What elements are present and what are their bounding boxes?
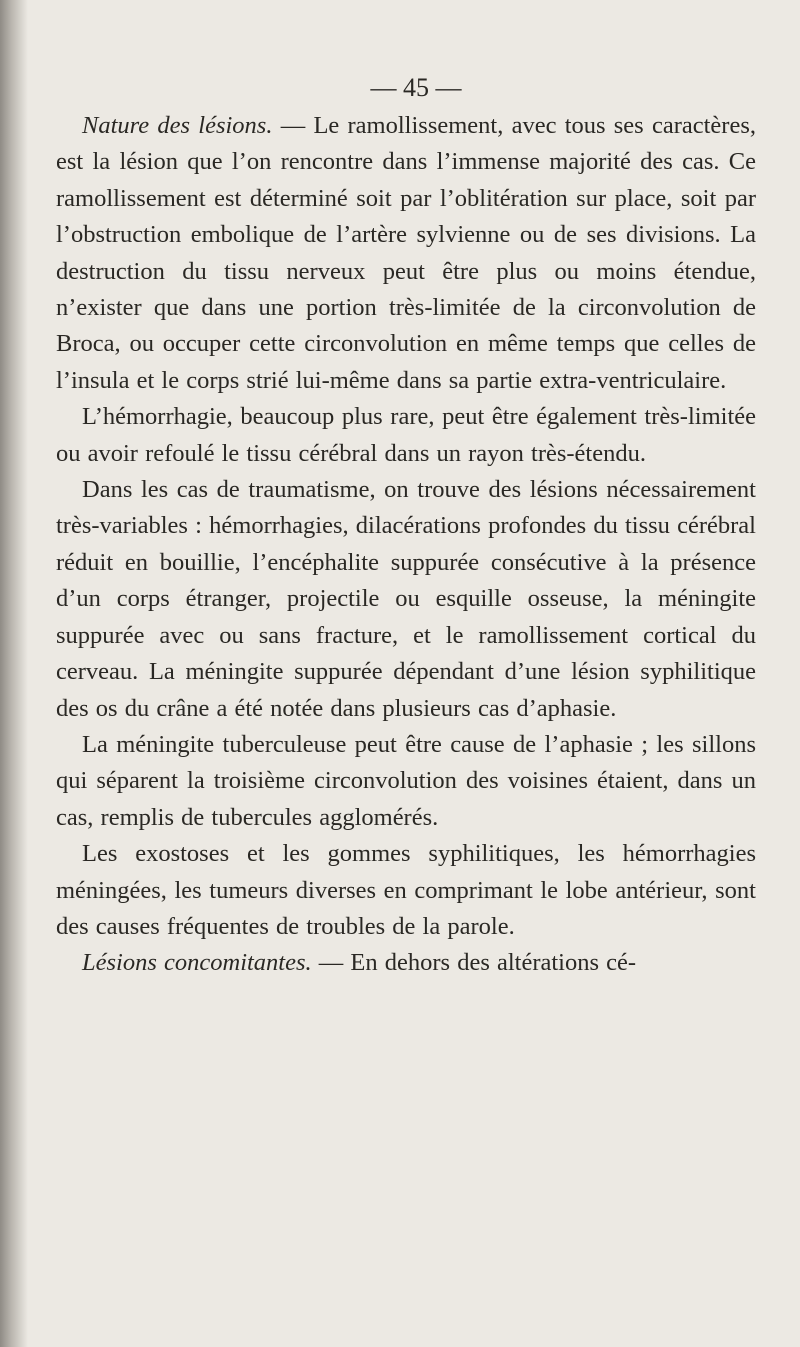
paragraph-exostoses	[56, 836, 756, 945]
paragraph-text: La méningite tuberculeuse peut être cause de l’aphasie ; les sillons qui séparent la troisième circonvolution des voisines étaient, dans un cas, remplis de tubercules agglomérés.	[56, 730, 756, 831]
page-number: — 45 —	[370, 73, 462, 102]
paragraph-text: Les exostoses et les gommes syphilitiques, les hémorrhagies méningées, les tumeurs diverses en comprimant le lobe antérieur, sont des causes fréquentes de troubles de la parole.	[56, 840, 756, 940]
paragraph-traumatisme	[56, 472, 756, 727]
section-heading-lesions-concomitantes: Lésions concomitantes.	[82, 949, 312, 977]
paragraph-hemorrhagie	[56, 399, 756, 472]
paragraph-lesions-concomitantes	[56, 945, 756, 981]
page-edge-shadow	[0, 0, 28, 1347]
paragraph-meningite-tuberculeuse	[56, 727, 756, 836]
paragraph-text: — Le ramollissement, avec tous ses caractères, est la lésion que l’on rencontre dans l’immense majorité des cas. Ce ramollissement est déterminé soit par l’oblitération sur place, soit par l’obstruction embolique de l’artère sylvienne ou de ses divisions. La destruction du tissu nerveux peut être plus ou moins étendue, n’exister que dans une portion très-limitée de la circonvolution de Broca, ou occuper cette circonvolution en même temps que celles de l’insula et le corps strié lui-même dans sa partie extra-ventriculaire.	[56, 112, 756, 394]
paragraph-nature-des-lesions	[56, 108, 756, 399]
section-heading-nature-des-lesions: Nature des lésions.	[82, 112, 273, 139]
document-page	[56, 70, 756, 982]
paragraph-text: Dans les cas de traumatisme, on trouve des lésions nécessairement très-variables : hémorrhagies, dilacérations profondes du tissu cérébral réduit en bouillie, l’encéphalite suppurée consécutive à la présence d’un corps étranger, projectile ou esquille osseuse, la méningite suppurée avec ou sans fracture, et le ramollissement cortical du cerveau. La méningite suppurée dépendant d’une lésion syphilitique des os du crâne a été notée dans plusieurs cas d’aphasie.	[56, 476, 756, 722]
paragraph-text: — En dehors des altérations cé-	[311, 949, 637, 977]
paragraph-text: L’hémorrhagie, beaucoup plus rare, peut être également très-limitée ou avoir refoulé le tissu cérébral dans un rayon très-étendu.	[56, 403, 756, 467]
